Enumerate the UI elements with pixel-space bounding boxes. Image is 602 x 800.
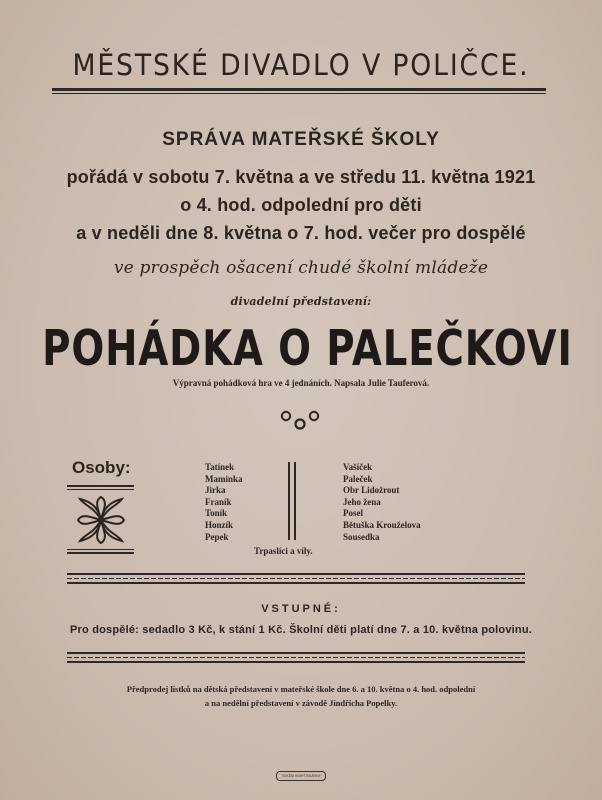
cast-member: Obr Lidožrout	[343, 485, 400, 496]
cast-label-rule-thick	[67, 485, 134, 487]
purpose: ve prospěch ošacení chudé školní mládeže	[113, 258, 489, 278]
cast-divider-right	[294, 462, 296, 540]
cast-list-left	[205, 462, 243, 543]
cast-member: Franík	[205, 496, 232, 507]
title-rule-thin	[52, 93, 546, 94]
floral-ornament-icon	[76, 495, 126, 545]
admission-heading: VSTUPNÉ:	[261, 603, 341, 615]
presale-line-2: a na nedělní představení v závodě Jindřicha Popelky.	[204, 698, 398, 708]
admission-prices: Pro dospělé: sedadlo 3 Kč, k stání 1 Kč. Školní děti platí dne 7. a 10. května polovinu.	[70, 624, 532, 636]
cast-member: Pepek	[205, 531, 229, 542]
admission-rule-bottom-2	[67, 657, 525, 658]
cast-member: Vašíček	[343, 462, 373, 472]
cast-extras: Trpaslíci a víly.	[254, 546, 313, 556]
admission-rule-top-1	[67, 573, 525, 575]
dates-line: pořádá v sobotu 7. května a ve středu 11. května 1921	[66, 167, 536, 187]
cast-label: Osoby:	[72, 458, 131, 477]
cast-label-rule-thin	[67, 489, 134, 490]
play-title: POHÁDKA O PALEČKOVI	[42, 319, 573, 378]
printer-stamp: TISKEM KNIHTISKÁRNY	[276, 771, 326, 781]
cast-member: Maminka	[205, 473, 243, 484]
cast-member: Tatínek	[205, 462, 235, 472]
cast-member: Jirka	[205, 485, 226, 496]
organizer: SPRÁVA MATEŘSKÉ ŠKOLY	[162, 129, 440, 150]
title-rule-thick	[52, 88, 546, 91]
ornament-rule-thin	[67, 549, 134, 550]
theatre-title: MĚSTSKÉ DIVADLO V POLIČCE.	[72, 48, 530, 82]
adults-time: a v neděli dne 8. května o 7. hod. večer pro dospělé	[76, 223, 526, 243]
play-subtitle: Výpravná pohádková hra ve 4 jednáních. Napsala Julie Tauferová.	[172, 378, 430, 388]
admission-rule-top-3	[67, 582, 525, 584]
presale-line-1: Předprodej lístků na dětská představení v mateřské škole dne 6. a 10. května o 4. hod. odpolední	[126, 684, 476, 694]
admission-rule-top-2	[67, 578, 525, 579]
cast-member: Toník	[205, 508, 228, 519]
cast-member: Jeho žena	[343, 496, 381, 507]
cast-member: Bětuška Krouželova	[343, 519, 421, 530]
dots-ornament-icon	[278, 408, 322, 432]
event-type: divadelní představení:	[230, 295, 372, 308]
cast-member: Paleček	[343, 473, 373, 484]
cast-member: Sousedka	[343, 531, 380, 542]
cast-member: Honzík	[205, 519, 234, 530]
admission-rule-bottom-1	[67, 652, 525, 654]
cast-list-right	[343, 462, 421, 543]
cast-divider-left	[288, 462, 290, 540]
admission-rule-bottom-3	[67, 661, 525, 663]
cast-member: Posel	[343, 508, 363, 519]
ornament-rule-thick	[67, 552, 134, 554]
children-time: o 4. hod. odpolední pro děti	[180, 195, 422, 215]
